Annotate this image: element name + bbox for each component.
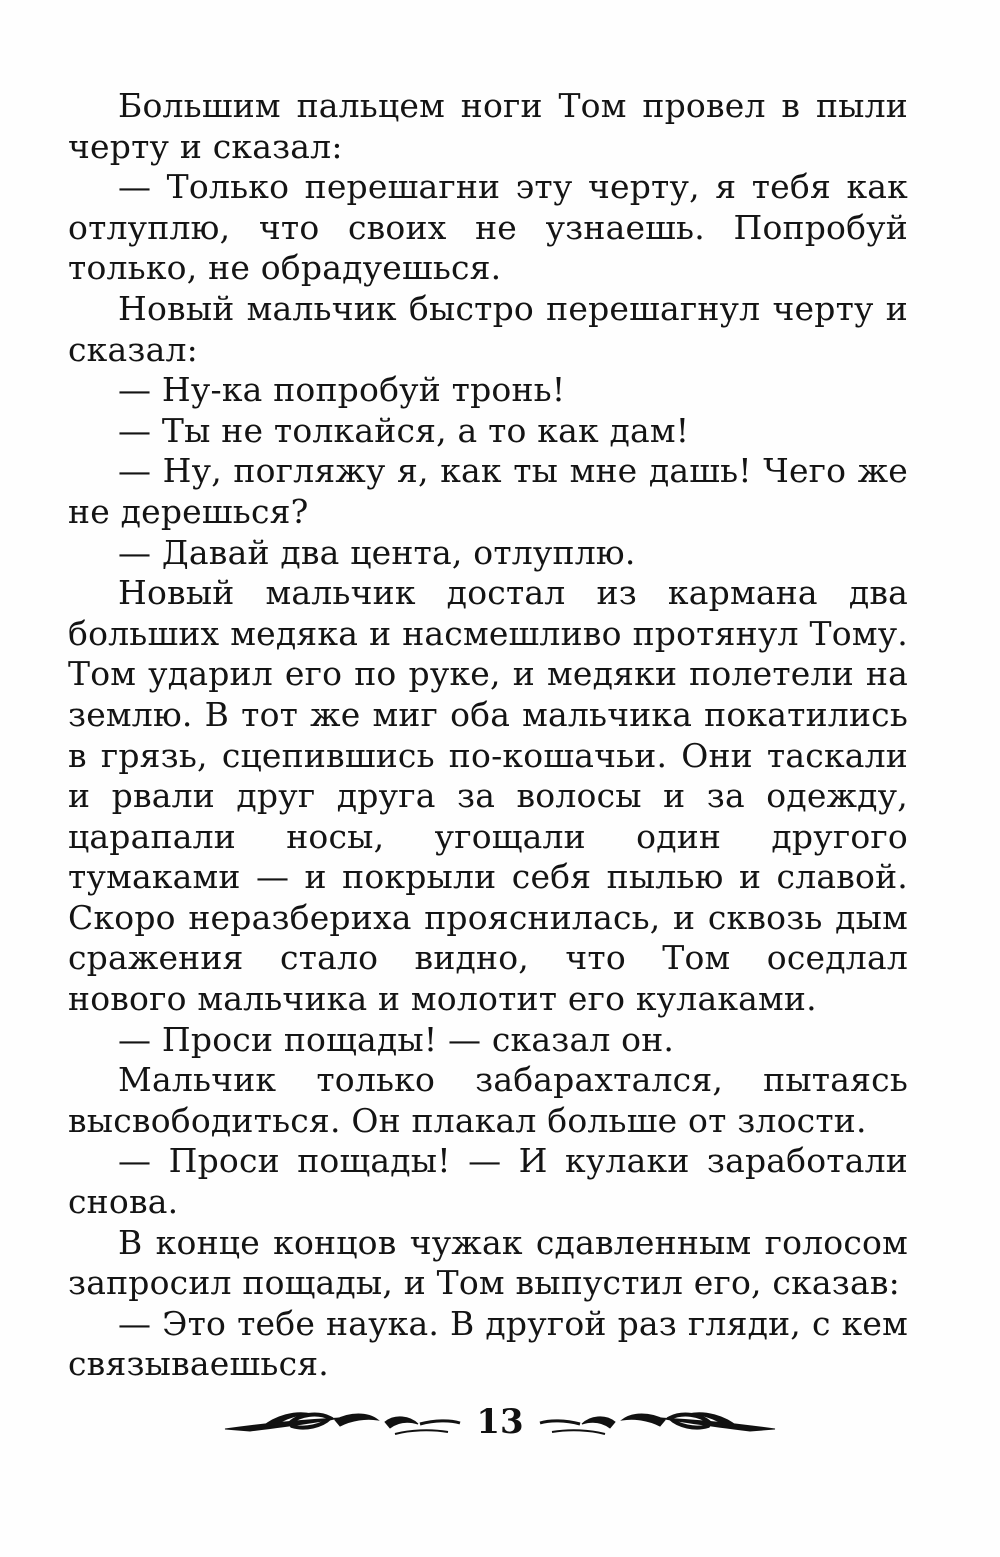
- paragraph: — Ну-ка попробуй тронь!: [118, 370, 566, 410]
- page-footer: [0, 1396, 1000, 1456]
- paragraph: — Проси пощады! — И кулаки заработали снова.: [68, 1141, 908, 1222]
- page-number: 13: [476, 1402, 524, 1442]
- paragraph: — Проси пощады! — сказал он.: [118, 1019, 675, 1059]
- paragraph: — Ну, погляжу я, как ты мне дашь! Чего же не дерешься?: [68, 451, 908, 531]
- paragraph: Мальчик только забарахтался, пытаясь высвободиться. Он плакал больше от злости.: [68, 1060, 908, 1140]
- paragraph: В конце концов чужак сдавленным голосом запросил пощады, и Том выпустил его, сказав:: [68, 1222, 908, 1303]
- paragraph: — Давай два цента, отлуплю.: [118, 532, 636, 572]
- paragraph: Новый мальчик достал из кармана два больших медяка и насмешливо протянул Тому. Том ударил его по руке, и медяки полетели на землю. В тот же миг оба мальчика покатились в грязь, сцепившись по-кошачьи. Они таскали и рвали друг друга за волосы и за одежду, царапали носы, угощали один другого тумаками — и покрыли себя пылью и славой. Скоро неразбериха прояснилась, и сквозь дым сражения стало видно, что Том оседлал нового мальчика и молотит его кулаками.: [68, 573, 908, 1019]
- paragraph: Большим пальцем ноги Том провел в пыли черту и сказал:: [68, 86, 908, 166]
- paragraph: — Ты не толкайся, а то как дам!: [118, 410, 690, 450]
- paragraph: — Это тебе наука. В другой раз гляди, с кем связываешься.: [68, 1303, 908, 1384]
- paragraph: — Только перешагни эту черту, я тебя как отлуплю, что своих не узнаешь. Попробуй только, не обрадуешься.: [68, 167, 908, 288]
- paragraph: Новый мальчик быстро перешагнул черту и сказал:: [68, 288, 908, 369]
- body-text: [68, 86, 908, 1385]
